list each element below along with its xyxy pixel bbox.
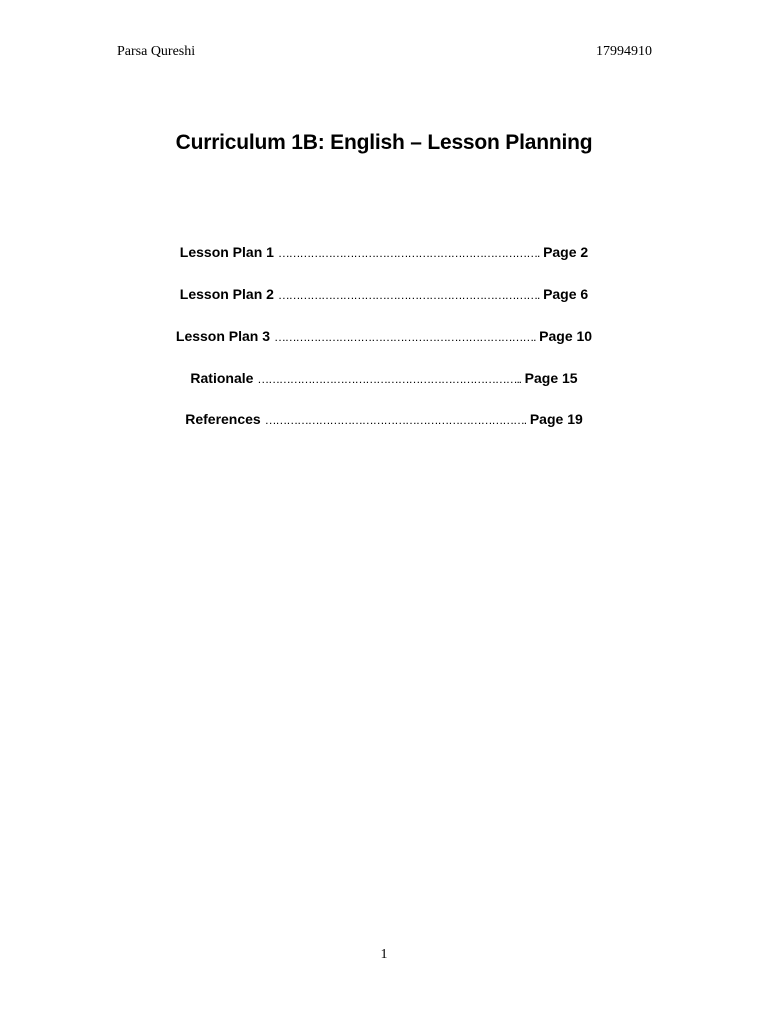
toc-entry-label: Lesson Plan 2 <box>179 286 274 302</box>
toc-entry-page: Page 6 <box>543 286 589 302</box>
toc-entry-references <box>0 409 768 430</box>
toc-entry-lesson-plan-1 <box>0 242 768 263</box>
toc-entry-leader: ………………………………………………………………. <box>277 246 540 260</box>
toc-entry-leader: ………………………………………………………………. <box>277 288 540 302</box>
header-student-id: 17994910 <box>596 44 652 59</box>
toc-entry-lesson-plan-3 <box>0 326 768 347</box>
toc-entry-leader: ………………………………………………………………. <box>273 330 536 344</box>
toc-entry-page: Page 10 <box>539 328 593 344</box>
header-author: Parsa Qureshi <box>117 44 196 59</box>
document-title: Curriculum 1B: English – Lesson Planning <box>175 131 593 154</box>
toc-entry-label: Rationale <box>190 370 254 386</box>
toc-entry-leader: ……………………………………………………………….. <box>257 372 521 386</box>
page-number: 1 <box>380 947 388 962</box>
toc-entry-label: Lesson Plan 1 <box>179 244 274 260</box>
toc-entry-rationale <box>0 368 768 389</box>
toc-entry-page: Page 2 <box>543 244 589 260</box>
toc-entry-page: Page 19 <box>529 411 583 427</box>
toc-entry-leader: ………………………………………………………………. <box>264 413 526 427</box>
toc-entry-label: Lesson Plan 3 <box>175 328 271 344</box>
toc-entry-lesson-plan-2 <box>0 284 768 305</box>
toc-entry-label: References <box>185 411 261 427</box>
toc-entry-page: Page 15 <box>524 370 578 386</box>
